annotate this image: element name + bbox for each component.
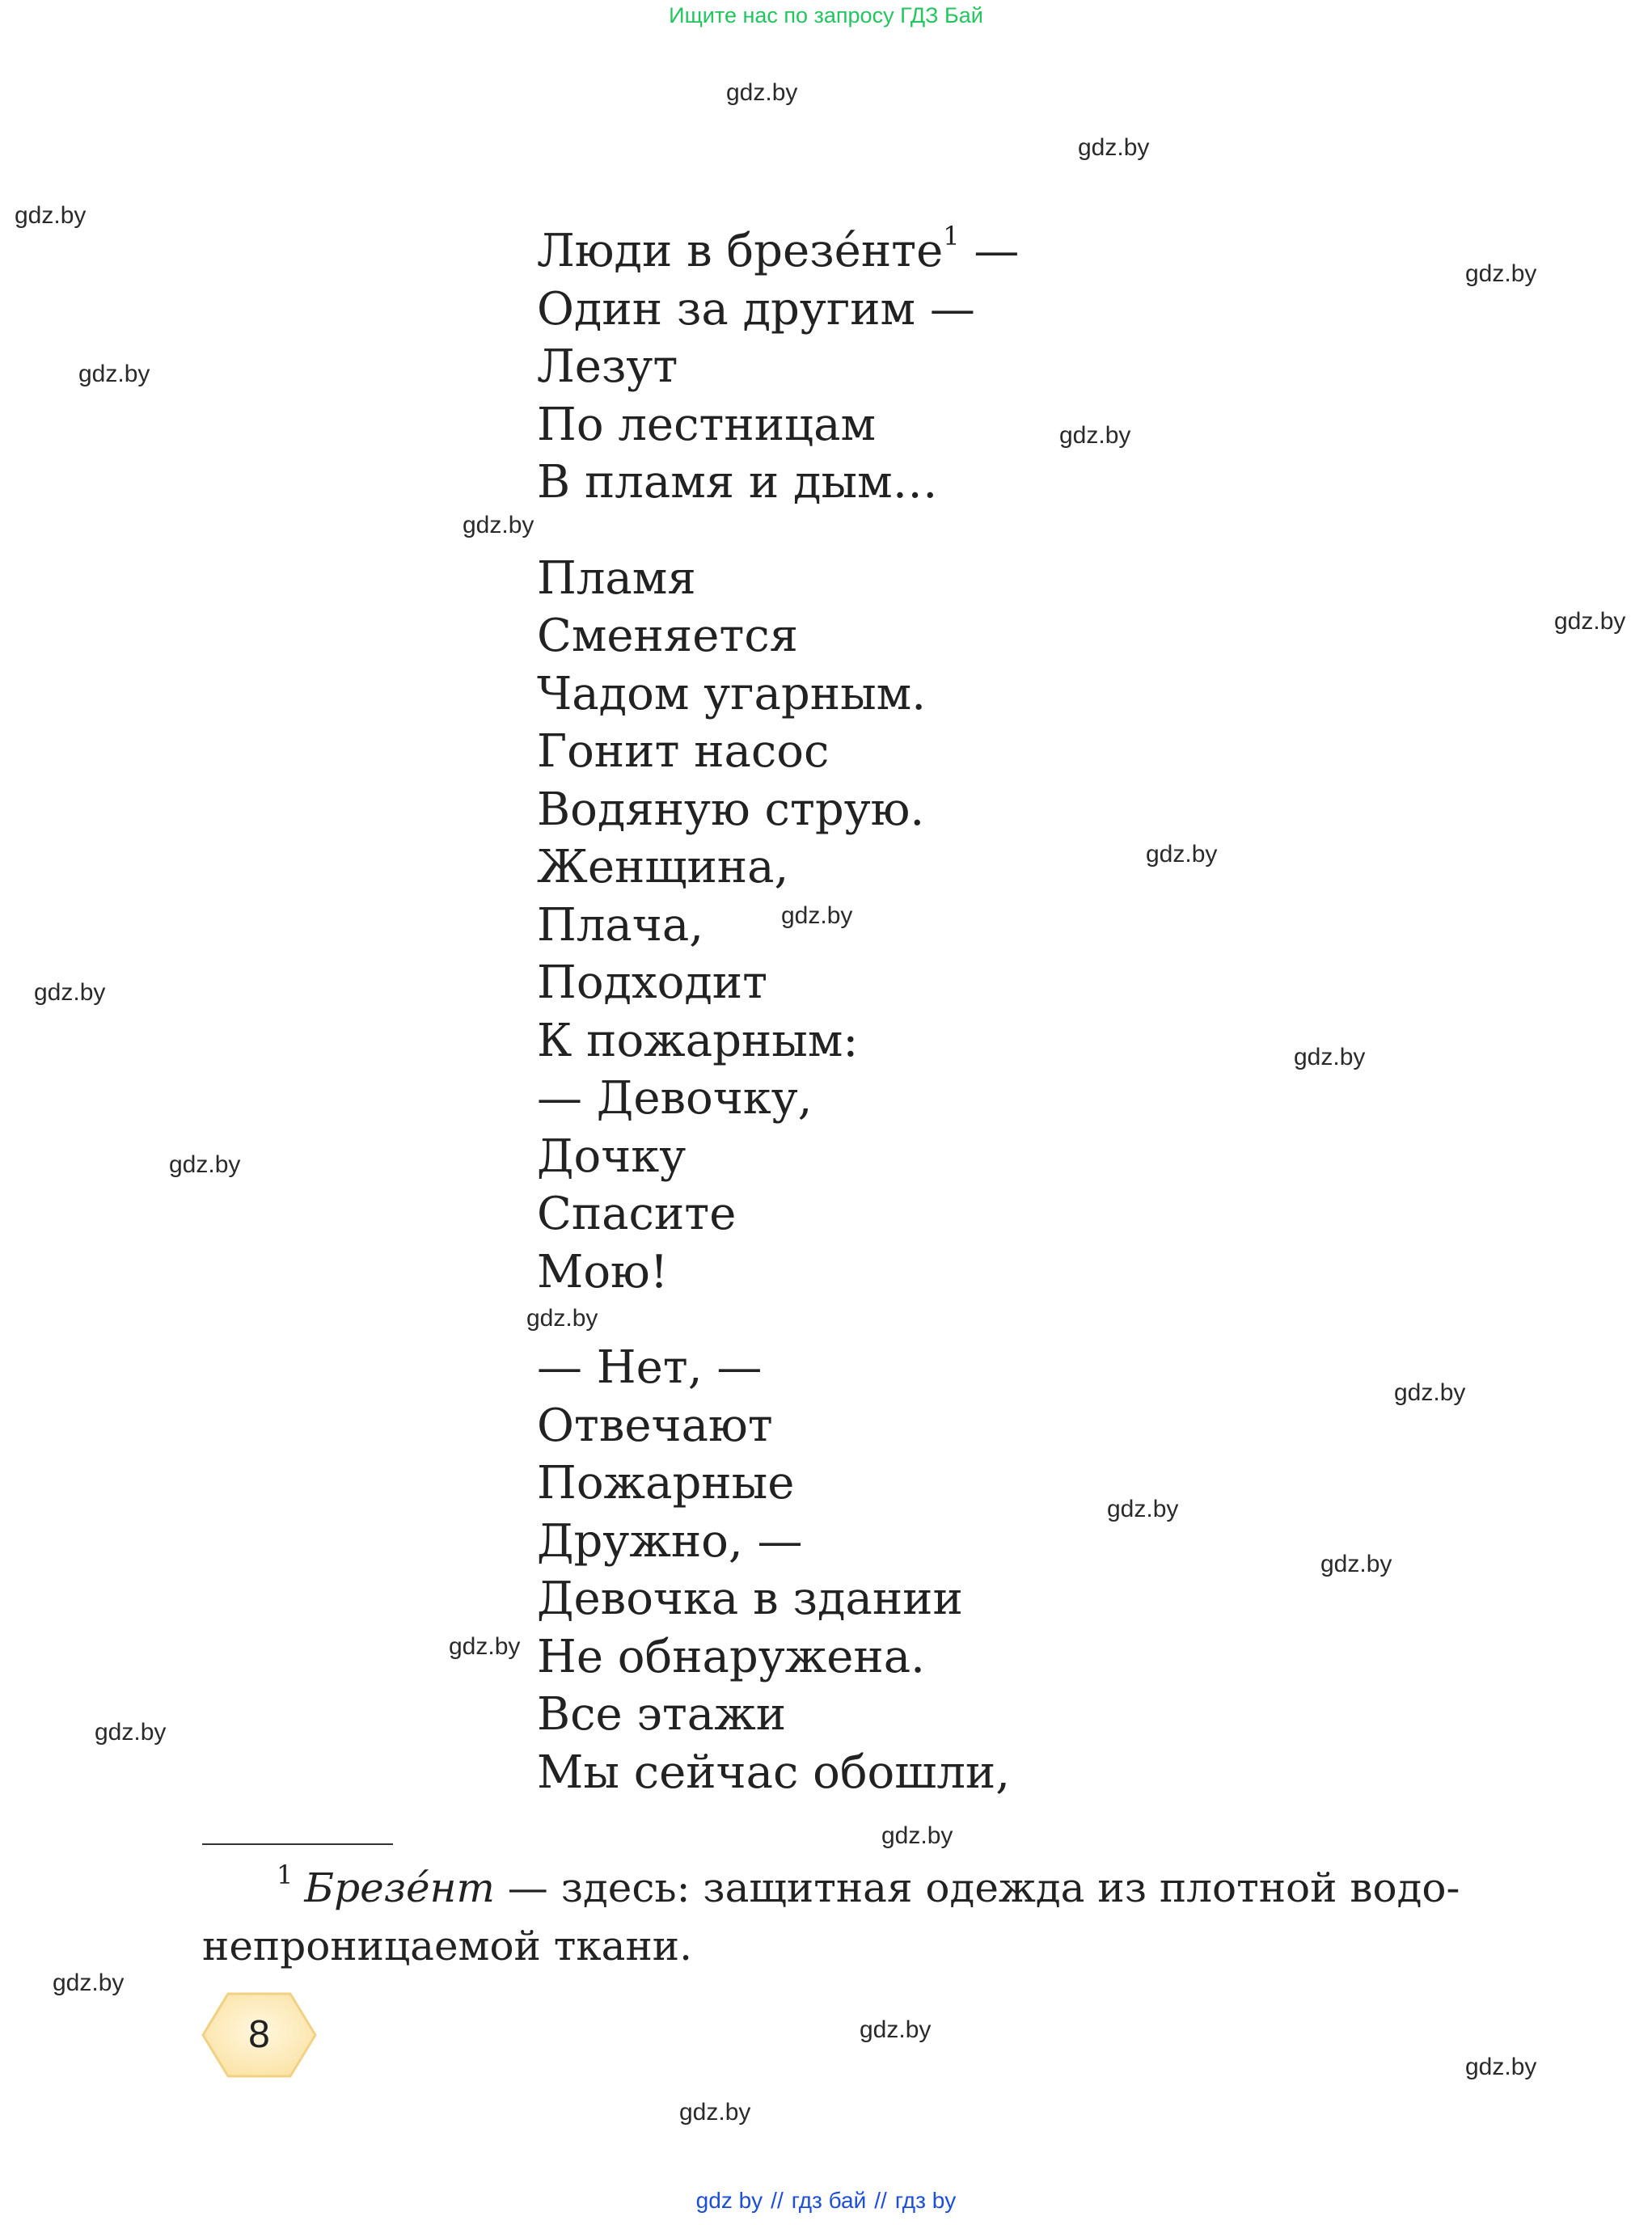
link-gdz-by-ru[interactable]: гдз by (894, 2188, 957, 2213)
footnote (202, 1859, 1512, 1975)
poem-line: Гонит насос (537, 725, 830, 778)
footnote-line-1 (202, 1859, 1512, 1917)
watermark: gdz.by (463, 512, 534, 538)
stanza-2 (537, 550, 1019, 1302)
poem-line: Плача, (537, 898, 704, 952)
watermark: gdz.by (1107, 1496, 1179, 1522)
watermark: gdz.by (1078, 134, 1150, 161)
poem-line: По лестницам (537, 398, 877, 451)
page-number-badge (201, 1991, 318, 2079)
watermark: gdz.by (78, 361, 150, 387)
watermark: gdz.by (726, 79, 798, 106)
watermark: gdz.by (95, 1719, 167, 1746)
poem-line: Мы сейчас обошли, (537, 1746, 1011, 1799)
link-separator: // (771, 2188, 784, 2213)
watermark: gdz.by (1554, 608, 1626, 635)
watermark: gdz.by (53, 1970, 125, 1996)
footnote-number: 1 (277, 1860, 294, 1890)
poem-line: Подходит (537, 956, 768, 1009)
poem-line: Женщина, (537, 841, 789, 893)
page-number: 8 (248, 2013, 270, 2056)
watermark: gdz.by (15, 202, 87, 229)
stanza-3 (537, 1339, 1019, 1801)
watermark: gdz.by (1465, 260, 1537, 287)
poem (537, 222, 1019, 1801)
footnote-line-2: непроницаемой ткани. (202, 1923, 693, 1970)
poem-line: Один за другим — (537, 282, 975, 336)
watermark: gdz.by (881, 1822, 953, 1849)
poem-line: — Девочку, (537, 1072, 813, 1125)
poem-line: Отвечают (537, 1399, 773, 1452)
link-gdz-bai[interactable]: гдз бай (791, 2188, 867, 2213)
poem-line: К пожарным: (537, 1014, 859, 1067)
watermark: gdz.by (679, 2099, 751, 2126)
watermark: gdz.by (1320, 1551, 1392, 1577)
poem-line: Лезут (537, 340, 678, 393)
poem-line: Пламя (537, 551, 696, 605)
watermark: gdz.by (1394, 1379, 1466, 1406)
poem-line: В пламя и дым… (537, 456, 938, 509)
footnote-term: Брезе́нт (304, 1864, 495, 1911)
watermark: gdz.by (860, 2016, 932, 2043)
footnote-divider (202, 1843, 393, 1845)
watermark: gdz.by (1059, 422, 1131, 449)
link-gdz-by[interactable]: gdz by (695, 2188, 763, 2213)
watermark: gdz.by (526, 1305, 598, 1332)
poem-line: Не обнаружена. (537, 1630, 925, 1683)
poem-line: Пожарные (537, 1457, 795, 1509)
bottom-links (0, 2188, 1652, 2214)
poem-line: Сменяется (537, 610, 799, 662)
watermark: gdz.by (1146, 841, 1218, 868)
watermark: gdz.by (1465, 2054, 1537, 2080)
watermark: gdz.by (34, 979, 106, 1006)
poem-line: Спасите (537, 1188, 737, 1240)
watermark: gdz.by (449, 1633, 521, 1660)
search-banner[interactable]: Ищите нас по запросу ГДЗ Бай (669, 3, 983, 27)
watermark: gdz.by (169, 1151, 241, 1178)
poem-line: Все этажи (537, 1688, 787, 1741)
poem-line: Дружно, — (537, 1514, 803, 1568)
link-separator: // (874, 2188, 887, 2213)
poem-line: Дочку (537, 1129, 687, 1183)
poem-line: — Нет, — (537, 1341, 763, 1394)
poem-line: Водяную струю. (537, 783, 925, 836)
stanza-1 (537, 222, 1019, 512)
poem-line: Чадом угарным. (537, 667, 927, 720)
poem-line: Люди в брезенте$^1$ — (537, 221, 1020, 277)
poem-line: Мою! (537, 1245, 669, 1298)
watermark: gdz.by (781, 902, 853, 929)
watermark: gdz.by (1294, 1044, 1366, 1070)
footnote-marker[interactable]: 1 (943, 221, 960, 251)
footnote-definition: — здесь: защитная одежда из плотной водо- (494, 1864, 1460, 1911)
poem-line: Девочка в здании (537, 1573, 963, 1625)
